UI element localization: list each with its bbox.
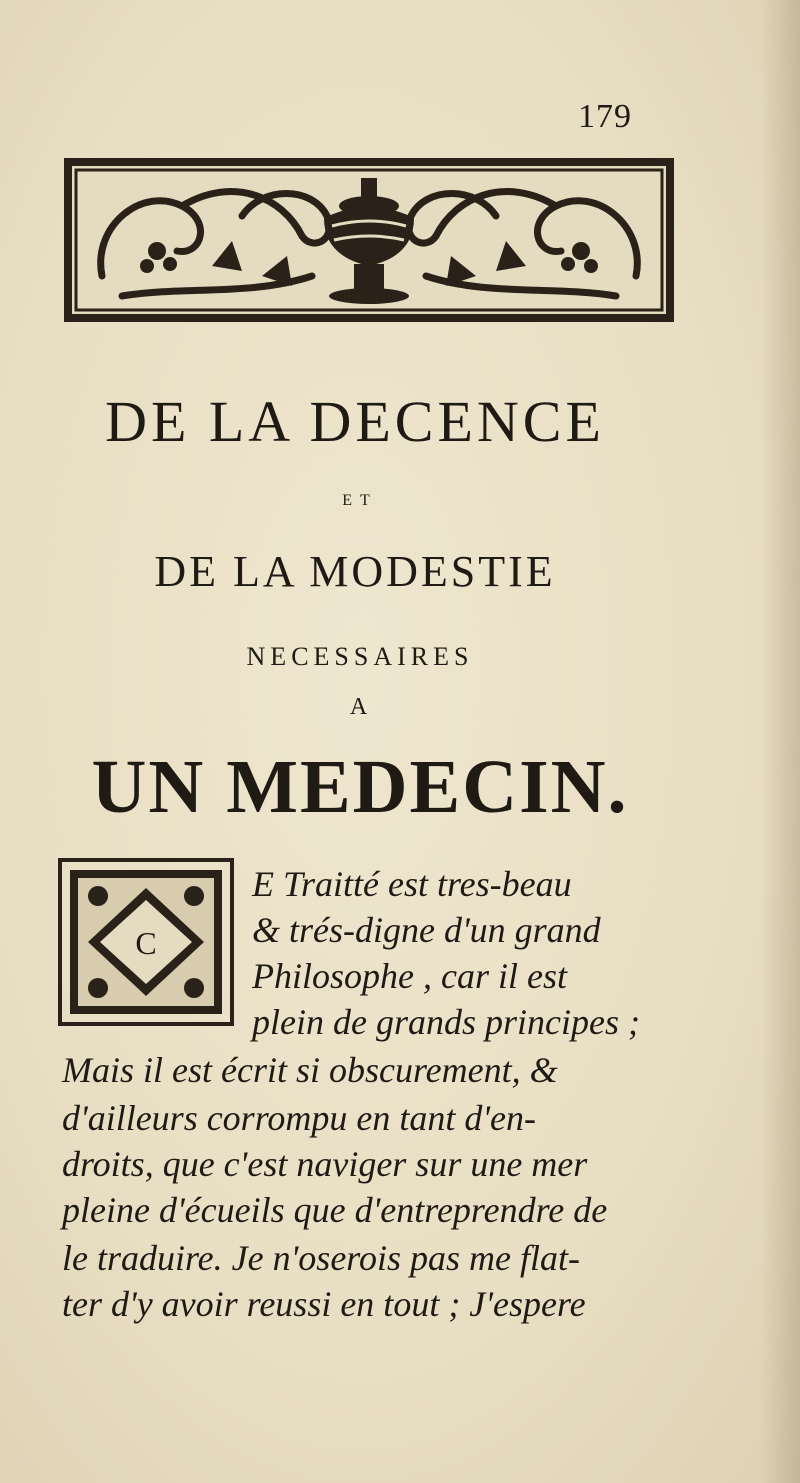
drop-cap-letter: C bbox=[135, 925, 157, 961]
body-line-8: pleine d'écueils que d'entreprendre de bbox=[62, 1190, 608, 1230]
body-line-1: E Traitté est tres-beau bbox=[252, 864, 572, 904]
title-line-1: DE LA DECENCE bbox=[105, 389, 605, 454]
body-line-9: le traduire. Je n'oserois pas me flat- bbox=[62, 1238, 580, 1278]
title-line-2: ET bbox=[342, 492, 378, 509]
page-number: 179 bbox=[578, 98, 632, 135]
title-line-4: NECESSAIRES bbox=[246, 642, 474, 671]
headpiece-ornament bbox=[62, 156, 676, 324]
title-line-5: A bbox=[349, 694, 371, 720]
body-line-7: droits, que c'est naviger sur une mer bbox=[62, 1144, 588, 1184]
title-line-6: UN MEDECIN. bbox=[91, 745, 629, 829]
body-line-5: Mais il est écrit si obscurement, & bbox=[62, 1050, 558, 1090]
drop-cap-frame bbox=[58, 858, 234, 1026]
body-line-6: d'ailleurs corrompu en tant d'en- bbox=[62, 1098, 537, 1138]
body-line-4: plein de grands principes ; bbox=[252, 1002, 640, 1042]
title-line-3: DE LA MODESTIE bbox=[154, 547, 556, 596]
body-line-10: ter d'y avoir reussi en tout ; J'espere bbox=[62, 1284, 586, 1324]
body-line-2: & trés-digne d'un grand bbox=[252, 910, 601, 950]
page-edge-shadow bbox=[760, 0, 800, 1483]
body-line-3: Philosophe , car il est bbox=[252, 956, 567, 996]
